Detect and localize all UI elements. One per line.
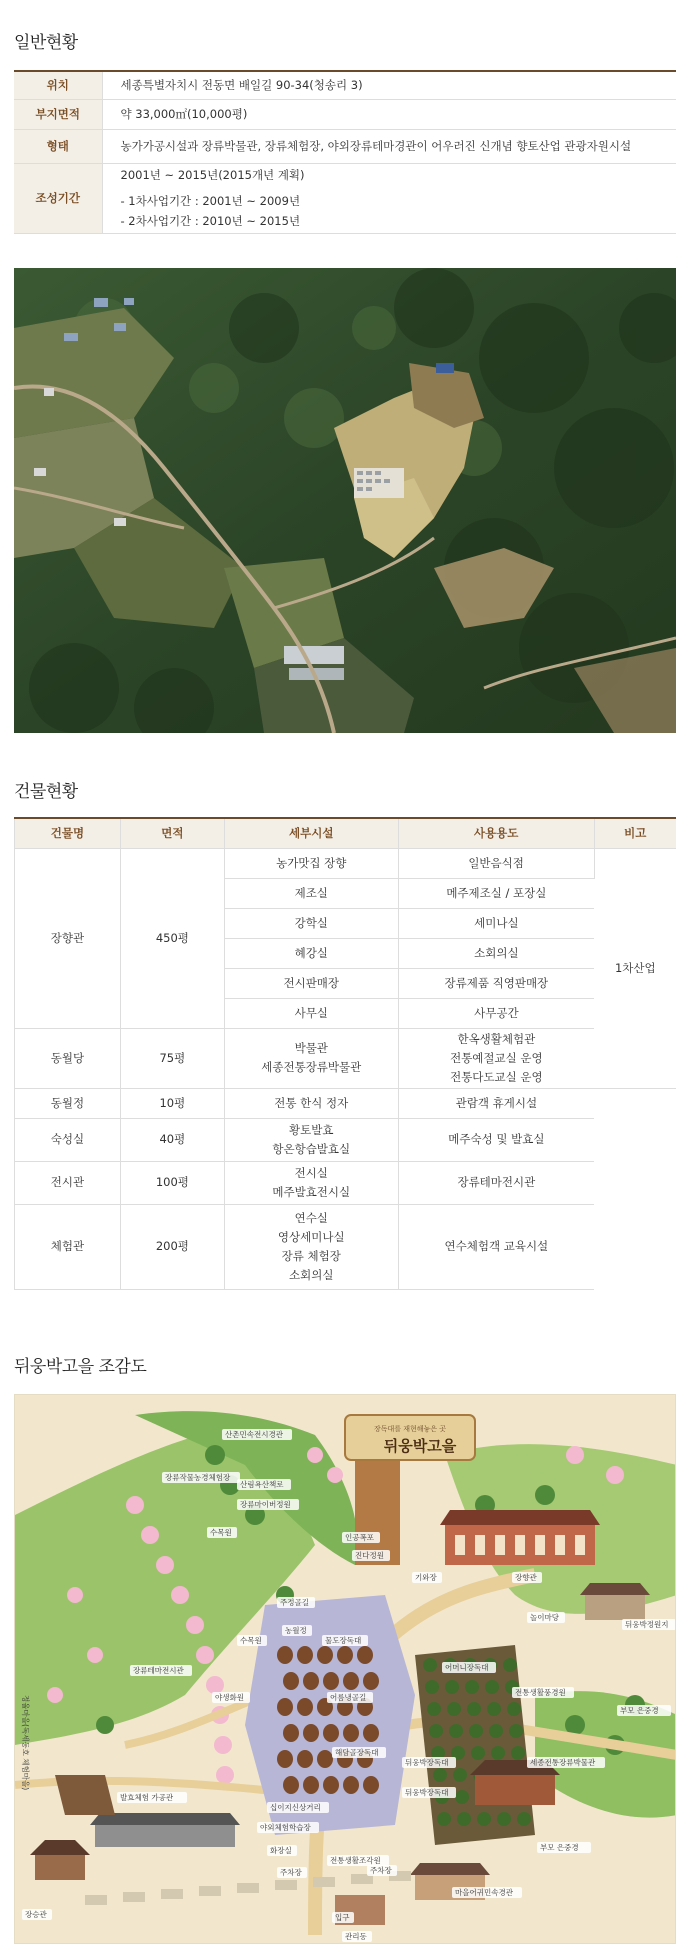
jar-mark <box>317 1646 333 1664</box>
building-name: 숙성실 <box>15 1118 121 1161</box>
jar-mark <box>297 1646 313 1664</box>
facility-cell: 전시판매장 <box>224 968 398 998</box>
table-row <box>15 1088 677 1118</box>
use-cell: 일반음식점 <box>398 848 594 878</box>
map-label: 산촌민속전시경관 <box>225 1430 283 1439</box>
stone-mark <box>123 1892 145 1902</box>
facility-cell: 농가맛집 장향 <box>224 848 398 878</box>
buildings-table <box>14 817 676 1290</box>
general-key: 형태 <box>14 129 102 163</box>
building-area: 450평 <box>120 848 224 1028</box>
map-label: 십이지신상거리 <box>270 1803 321 1812</box>
general-value <box>102 99 676 129</box>
facility-cell: 혜강실 <box>224 938 398 968</box>
table-row <box>15 1118 677 1161</box>
use-cell: 한옥생활체험관 전통예절교실 운영 전통다도교실 운영 <box>398 1028 594 1088</box>
map-label: 세종전통장류박물관 <box>530 1758 596 1767</box>
map-label: 장류테마전시관 <box>133 1666 184 1675</box>
general-value-line: 2001년 ~ 2015년(2015개년 계획) <box>120 168 305 182</box>
field-plant-mark <box>433 1768 447 1782</box>
building-name: 장향관 <box>15 848 121 1028</box>
jar-mark <box>297 1698 313 1716</box>
table-row <box>15 1204 677 1289</box>
field-plant-mark <box>449 1724 463 1738</box>
use-cell: 메주제조실 / 포장실 <box>398 878 594 908</box>
jar-mark <box>363 1776 379 1794</box>
jar-mark <box>283 1672 299 1690</box>
field-plant-mark <box>517 1812 531 1826</box>
table-row <box>15 1161 677 1204</box>
birdseye-title: 뒤웅박고을 조감도 <box>14 1357 147 1377</box>
map-label: 주차장 <box>280 1868 302 1877</box>
map-label: 물도장독대 <box>325 1636 362 1645</box>
field-plant-mark <box>477 1812 491 1826</box>
table-row <box>15 1028 677 1088</box>
building-name: 동월정 <box>15 1088 121 1118</box>
column-header: 건물명 <box>15 818 121 848</box>
stone-mark <box>161 1889 183 1899</box>
map-label: 관리동 <box>345 1932 367 1941</box>
map-label: 마을어귀민속경관 <box>455 1888 513 1897</box>
field-plant-mark <box>485 1680 499 1694</box>
facility-cell: 전통 한식 정자 <box>224 1088 398 1118</box>
general-title: 일반현황 <box>14 33 78 53</box>
jar-mark <box>363 1672 379 1690</box>
general-value-line: - 2차사업기간 : 2010년 ~ 2015년 <box>120 214 301 228</box>
use-cell: 장류제품 직영판매장 <box>398 968 594 998</box>
map-label: 주정골길 <box>280 1598 309 1607</box>
jar-mark <box>297 1750 313 1768</box>
field-plant-mark <box>489 1724 503 1738</box>
use-cell: 메주숙성 및 발효실 <box>398 1118 594 1161</box>
map-label: 뒤웅박정원지 <box>625 1620 669 1629</box>
general-row <box>14 163 676 233</box>
building-name: 체험관 <box>15 1204 121 1289</box>
jar-mark <box>357 1646 373 1664</box>
field-plant-mark <box>455 1790 469 1804</box>
birdseye-illustration <box>14 1394 676 1944</box>
use-cell: 소회의실 <box>398 938 594 968</box>
map-label: 발효체험 가공관 <box>120 1793 174 1802</box>
building-area: 75평 <box>120 1028 224 1088</box>
field-plant-mark <box>465 1680 479 1694</box>
map-label: 야생화원 <box>215 1693 244 1702</box>
jar-mark <box>303 1724 319 1742</box>
general-row <box>14 71 676 99</box>
sign-small-text: 장독대를 재현해놓은 곳 <box>373 1425 447 1433</box>
field-plant-mark <box>497 1812 511 1826</box>
building-area: 40평 <box>120 1118 224 1161</box>
general-value-line: 세종특별자치시 전동면 배일길 90-34(청송리 3) <box>120 78 363 93</box>
stone-mark <box>313 1877 335 1887</box>
general-table <box>14 70 676 234</box>
field-plant-mark <box>511 1746 525 1760</box>
stone-mark <box>199 1886 221 1896</box>
general-value-line: 농가가공시설과 장류박물관, 장류체험장, 야외장류테마경관이 어우러진 신개념 향토산업 관광자원시설 <box>120 139 632 153</box>
map-label: 화장실 <box>270 1846 292 1855</box>
sign-text: 뒤웅박고을 <box>383 1437 457 1455</box>
facility-cell: 연수실 영상세미나실 장류 체험장 소회의실 <box>224 1204 398 1289</box>
map-label: 기와장 <box>415 1573 437 1582</box>
building-area: 200평 <box>120 1204 224 1289</box>
field-plant-mark <box>471 1746 485 1760</box>
map-label: 농월정 <box>285 1626 307 1635</box>
jar-mark <box>283 1776 299 1794</box>
map-label: 주차장 <box>370 1866 392 1875</box>
general-value <box>102 71 676 99</box>
jar-mark <box>323 1672 339 1690</box>
map-label: 장류마이버정원 <box>240 1500 291 1509</box>
field-plant-mark <box>447 1702 461 1716</box>
general-key: 위치 <box>14 71 102 99</box>
map-label: 야외체험학습장 <box>260 1823 311 1832</box>
building-name: 동월당 <box>15 1028 121 1088</box>
field-plant-mark <box>467 1702 481 1716</box>
facility-cell: 박물관 세종전통장류박물관 <box>224 1028 398 1088</box>
field-plant-mark <box>457 1812 471 1826</box>
jar-mark <box>337 1646 353 1664</box>
note-cell: 1차산업 <box>594 848 676 1088</box>
map-label: 어머니장독대 <box>445 1663 489 1672</box>
building-area: 100평 <box>120 1161 224 1204</box>
facility-cell: 전시실 메주발효전시실 <box>224 1161 398 1204</box>
jar-mark <box>317 1750 333 1768</box>
column-header: 비고 <box>594 818 676 848</box>
field-plant-mark <box>423 1658 437 1672</box>
map-label: 장향관 <box>515 1573 537 1582</box>
map-label: 전통생활풍경원 <box>515 1688 566 1697</box>
map-label: 수목원 <box>210 1528 232 1537</box>
facility-cell: 황토발효 항온항습발효실 <box>224 1118 398 1161</box>
field-plant-mark <box>503 1658 517 1672</box>
jar-mark <box>343 1776 359 1794</box>
use-cell: 관람객 휴게시설 <box>398 1088 594 1118</box>
field-plant-mark <box>509 1724 523 1738</box>
map-label: 인공폭포 <box>345 1533 374 1542</box>
stone-mark <box>85 1895 107 1905</box>
jar-mark <box>343 1672 359 1690</box>
buildings-title: 건물현황 <box>14 782 78 802</box>
map-label: 해담골장독대 <box>335 1748 379 1757</box>
use-cell: 연수체험객 교육시설 <box>398 1204 594 1289</box>
general-key: 조성기간 <box>14 163 102 233</box>
jar-mark <box>277 1698 293 1716</box>
facility-cell: 사무실 <box>224 998 398 1028</box>
field-plant-mark <box>445 1680 459 1694</box>
jar-mark <box>283 1724 299 1742</box>
field-plant-mark <box>429 1724 443 1738</box>
map-label: 부모 은중경 <box>620 1706 659 1715</box>
map-label: 전통생활조각원 <box>330 1856 381 1865</box>
field-plant-mark <box>427 1702 441 1716</box>
building-name: 전시관 <box>15 1161 121 1204</box>
general-value-line: - 1차사업기간 : 2001년 ~ 2009년 <box>120 194 301 208</box>
field-plant-mark <box>425 1680 439 1694</box>
use-cell: 사무공간 <box>398 998 594 1028</box>
field-plant-mark <box>469 1724 483 1738</box>
stone-mark <box>275 1880 297 1890</box>
jar-mark <box>303 1776 319 1794</box>
table-row <box>15 848 677 878</box>
facility-cell: 제조실 <box>224 878 398 908</box>
map-label: 어름냉골길 <box>330 1693 367 1702</box>
map-label: 입구 <box>335 1913 350 1922</box>
jar-mark <box>277 1750 293 1768</box>
jar-mark <box>323 1724 339 1742</box>
jar-mark <box>277 1646 293 1664</box>
column-header: 사용용도 <box>398 818 594 848</box>
general-value <box>102 129 676 163</box>
field-plant-mark <box>453 1768 467 1782</box>
map-label: 부모 은중경 <box>540 1843 579 1852</box>
map-label: 뒤웅박장독대 <box>405 1758 449 1767</box>
jar-mark <box>323 1776 339 1794</box>
map-label: 수목원 <box>240 1636 262 1645</box>
jar-mark <box>363 1724 379 1742</box>
general-row <box>14 129 676 163</box>
map-label: 장승관 <box>25 1910 47 1919</box>
column-header: 세부시설 <box>224 818 398 848</box>
facility-cell: 강학실 <box>224 908 398 938</box>
field-plant-mark <box>507 1702 521 1716</box>
jar-mark <box>343 1724 359 1742</box>
map-label: 정율마을(독세동호 체험마을) <box>21 1695 30 1791</box>
use-cell: 장류테마전시관 <box>398 1161 594 1204</box>
field-plant-mark <box>491 1746 505 1760</box>
field-plant-mark <box>487 1702 501 1716</box>
map-label: 산림욕산책로 <box>240 1480 284 1489</box>
map-label: 뒤웅박장독대 <box>405 1788 449 1797</box>
column-header: 면적 <box>120 818 224 848</box>
aerial-photo <box>14 268 676 733</box>
general-key: 부지면적 <box>14 99 102 129</box>
map-label: 놀이마당 <box>530 1613 559 1622</box>
jar-mark <box>303 1672 319 1690</box>
general-value-line: 약 33,000㎡(10,000평) <box>120 107 248 121</box>
field-plant-mark <box>437 1812 451 1826</box>
general-value <box>102 163 676 233</box>
map-label: 장류작물농경체험장 <box>165 1473 231 1482</box>
building-area: 10평 <box>120 1088 224 1118</box>
stone-mark <box>237 1883 259 1893</box>
general-row <box>14 99 676 129</box>
map-label: 진다정원 <box>355 1551 384 1560</box>
use-cell: 세미나실 <box>398 908 594 938</box>
